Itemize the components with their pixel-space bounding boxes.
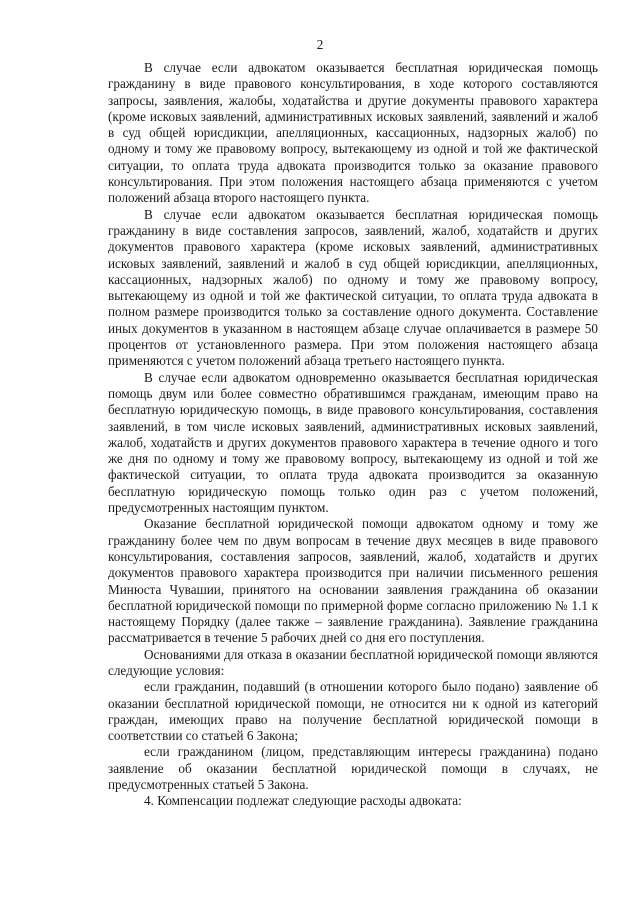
paragraph-refusal-condition-2: если гражданином (лицом, представляющим интересы гражданина) подано заявление об оказании бесплатной юридической помощи в случаях, не предусмотренных статьей 5 Закона. bbox=[108, 744, 598, 793]
paragraph-repeated-requests: Оказание бесплатной юридической помощи адвокатом одному и тому же гражданину более чем по двум вопросам в течение двух месяцев в виде правового консультирования, составления запросов, заявлений, жалоб, ходатайств и других документов правового характера производится при наличии письменного решения Минюста Чувашии, принятого на основании заявления гражданина об оказании бесплатной юридической помощи по примерной форме согласно приложению № 1.1 к настоящему Порядку (далее также – заявление гражданина). Заявление гражданина рассматривается в течение 5 рабочих дней со дня его поступления. bbox=[108, 516, 598, 646]
paragraph-joint-applicants: В случае если адвокатом одновременно оказывается бесплатная юридическая помощь двум или более совместно обратившимся гражданам, имеющим право на бесплатную юридическую помощь, в виде правового консультирования, составления заявлений, в том числе исковых заявлений, административных исковых заявлений, жалоб, ходатайств и других документов правового характера в течение одного и того же дня по одному и тому же правовому вопросу, вытекающему из одной и той же фактической ситуации, то оплата труда адвоката производится за оказанную бесплатную юридическую помощь только один раз с учетом положений, предусмотренных настоящим пунктом. bbox=[108, 369, 598, 516]
paragraph-refusal-grounds: Основаниями для отказа в оказании бесплатной юридической помощи являются следующие условия: bbox=[108, 646, 598, 678]
document-body bbox=[108, 60, 598, 810]
paragraph-refusal-condition-1: если гражданин, подавший (в отношении которого было подано) заявление об оказании бесплатной юридической помощи, не относится ни к одной из категорий граждан, имеющих право на получение бесплатной юридической помощи в соответствии со статьей 6 Закона; bbox=[108, 679, 598, 744]
page-number: 2 bbox=[316, 37, 324, 52]
paragraph-compensation: 4. Компенсации подлежат следующие расходы адвоката: bbox=[144, 793, 462, 809]
paragraph-free-legal-aid-consultation: В случае если адвокатом оказывается бесплатная юридическая помощь гражданину в виде правового консультирования, в ходе которого составляются запросы, заявления, жалобы, ходатайства и другие документы правового характера (кроме исковых заявлений, административных исковых заявлений, заявлений и жалоб в суд общей юрисдикции, апелляционных, кассационных, надзорных жалоб) по одному и тому же правовому вопросу, вытекающему из одной и той же фактической ситуации, то оплата труда адвоката производится только за оказание правового консультирования. При этом положения настоящего абзаца применяются с учетом положений абзаца второго настоящего пункта. bbox=[108, 60, 598, 206]
paragraph-document-drafting: В случае если адвокатом оказывается бесплатная юридическая помощь гражданину в виде составления запросов, заявлений, жалоб, ходатайств и других документов правового характера (кроме исковых заявлений, административных исковых заявлений, заявлений и жалоб в суд общей юрисдикции, апелляционных, кассационных, надзорных жалоб) по одному и тому же правовому вопросу, вытекающему из одной и той же фактической ситуации, то оплата труда адвоката в полном размере производится только за составление одного документа. Составление иных документов в указанном в настоящем абзаце случае оплачивается в размере 50 процентов от установленного размера. При этом положения настоящего абзаца применяются с учетом положений абзаца третьего настоящего пункта. bbox=[108, 206, 598, 369]
